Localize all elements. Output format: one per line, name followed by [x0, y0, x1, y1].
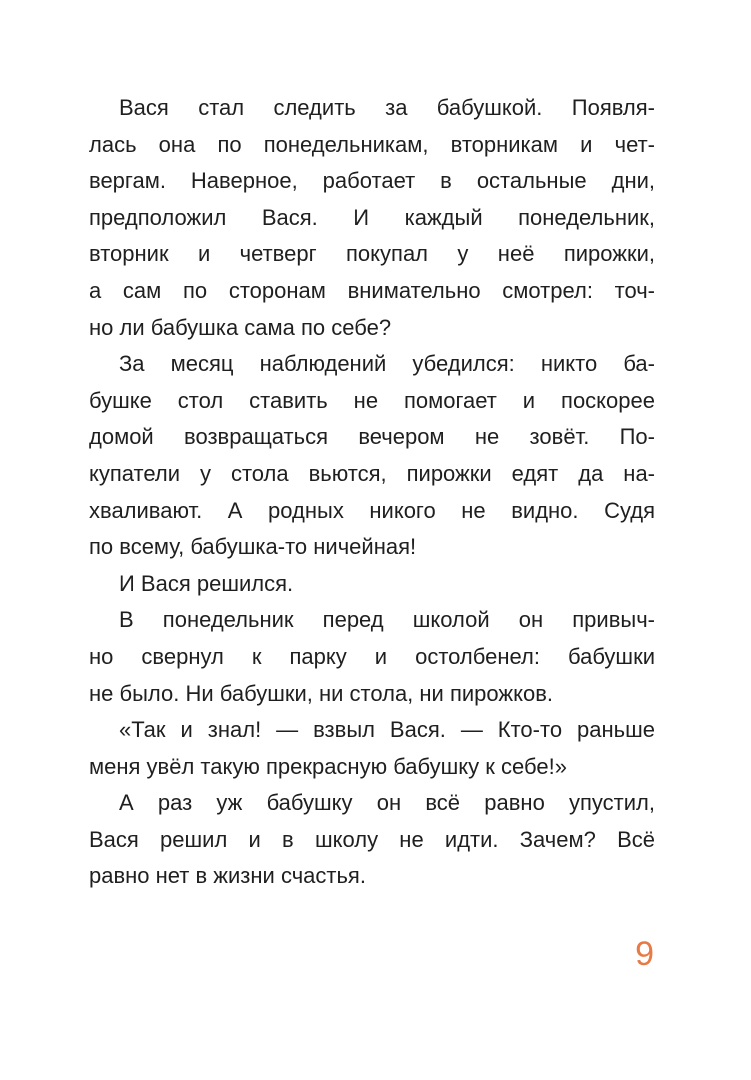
page-number: 9	[635, 935, 654, 973]
text-line: бушке стол ставить не помогает и поскорее	[89, 387, 655, 413]
text-line: И Вася решился.	[119, 570, 294, 596]
paragraph	[89, 346, 655, 566]
text-line: За месяц наблюдений убедился: никто ба-	[119, 351, 655, 377]
paragraph	[89, 785, 655, 895]
text-line: Вася стал следить за бабушкой. Появля-	[119, 95, 655, 120]
paragraph	[89, 712, 655, 785]
text-line: хваливают. А родных никого не видно. Судя	[89, 497, 655, 523]
text-line: но свернул к парку и остолбенел: бабушки	[89, 643, 655, 669]
text-line: В понедельник перед школой он привыч-	[119, 607, 655, 633]
paragraph	[89, 566, 655, 603]
text-line: а сам по сторонам внимательно смотрел: точ-	[89, 277, 655, 303]
text-line: «Так и знал! — взвыл Вася. — Кто-то раньше	[119, 717, 655, 743]
text-line: вторник и четверг покупал у неё пирожки,	[89, 241, 655, 267]
text-line: равно нет в жизни счастья.	[89, 863, 366, 889]
paragraph	[89, 602, 655, 712]
text-line: меня увёл такую прекрасную бабушку к себе!»	[89, 753, 567, 779]
text-line: но ли бабушка сама по себе?	[89, 314, 392, 340]
text-line: по всему, бабушка-то ничейная!	[89, 534, 417, 560]
paragraph	[89, 90, 655, 346]
text-line: А раз уж бабушку он всё равно упустил,	[119, 790, 655, 816]
text-line: купатели у стола вьются, пирожки едят да на-	[89, 460, 655, 486]
text-line: домой возвращаться вечером не зовёт. По-	[89, 424, 655, 450]
text-line: Вася решил и в школу не идти. Зачем? Всё	[89, 826, 655, 852]
text-line: вергам. Наверное, работает в остальные дни,	[89, 168, 655, 194]
text-block	[89, 90, 655, 895]
text-line: лась она по понедельникам, вторникам и чет-	[89, 131, 655, 157]
text-line: предположил Вася. И каждый понедельник,	[89, 204, 655, 230]
text-line: не было. Ни бабушки, ни стола, ни пирожков.	[89, 680, 554, 706]
